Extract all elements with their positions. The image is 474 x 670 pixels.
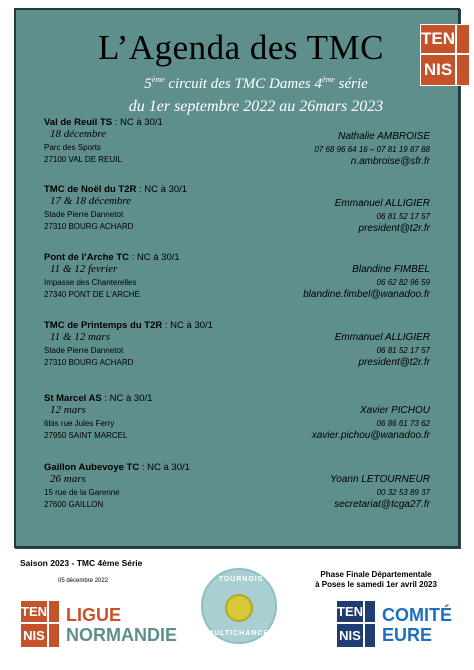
club-line bbox=[44, 320, 434, 331]
club-name: Val de Reuil TS bbox=[44, 117, 113, 128]
club-level: : NC à 30/1 bbox=[162, 320, 213, 331]
club-level: : NC à 30/1 bbox=[136, 184, 188, 195]
logo-text-nis: NIS bbox=[21, 624, 49, 647]
logo-text-ten: TEN bbox=[337, 601, 365, 624]
tournament-dates: 17 & 18 décembre bbox=[50, 195, 132, 207]
phase-finale-info bbox=[296, 570, 456, 590]
address-line-1: Stade Pierre Dannetot bbox=[44, 210, 124, 219]
contact-email[interactable]: blandine.fimbel@wanadoo.fr bbox=[303, 289, 430, 300]
logo-cell-empty-2 bbox=[365, 624, 375, 647]
tournament-dates: 11 & 12 fevrier bbox=[50, 263, 118, 275]
club-name: Pont de l’Arche TC bbox=[44, 252, 129, 263]
address-line-1: 15 rue de la Garenne bbox=[44, 488, 120, 497]
contact-phone: 06 62 82 96 59 bbox=[376, 278, 430, 287]
contact-name: Blandine FIMBEL bbox=[352, 264, 430, 275]
logo-cell-empty bbox=[457, 25, 469, 55]
club-line bbox=[44, 393, 434, 404]
address-line-1: Parc des Sports bbox=[44, 143, 101, 152]
logo-text-nis: NIS bbox=[337, 624, 365, 647]
circuit-subtitle bbox=[56, 76, 456, 93]
contact-email[interactable]: president@t2r.fr bbox=[358, 357, 430, 368]
logo-text-ten: TEN bbox=[21, 601, 49, 624]
phase-line-2: à Poses le samedi 1er avril 2023 bbox=[315, 580, 437, 589]
tournament-entry bbox=[44, 252, 434, 301]
period-subtitle: du 1er septembre 2022 au 26mars 2023 bbox=[128, 98, 384, 115]
contact-name: Emmanuel ALLIGIER bbox=[334, 198, 430, 209]
address-line-2: 27100 VAL DE REUIL bbox=[44, 155, 122, 164]
address-line-1: 6bis rue Jules Ferry bbox=[44, 419, 115, 428]
logo-cell-empty bbox=[49, 601, 59, 624]
contact-phone: 07 68 96 64 16 – 07 81 19 87 88 bbox=[314, 145, 430, 154]
logo-cell-empty-2 bbox=[49, 624, 59, 647]
address-line-2: 27310 BOURG ACHARD bbox=[44, 358, 134, 367]
contact-phone: 00 32 53 89 37 bbox=[376, 488, 430, 497]
tournament-entry bbox=[44, 393, 434, 442]
club-name: St Marcel AS bbox=[44, 393, 102, 404]
logo-text-ten: TEN bbox=[421, 25, 457, 55]
contact-email[interactable]: xavier.pichou@wanadoo.fr bbox=[311, 430, 430, 441]
club-name: TMC de Printemps du T2R bbox=[44, 320, 163, 331]
contact-name: Nathalie AMBROISE bbox=[338, 131, 430, 142]
serie-sup: ème bbox=[321, 75, 335, 84]
page-footer bbox=[0, 550, 474, 670]
club-level: : NC à 30/1 bbox=[101, 393, 153, 404]
circuit-number-sup: ème bbox=[151, 75, 165, 84]
comite-tennis-logo bbox=[336, 600, 376, 648]
contact-phone: 06 81 52 17 57 bbox=[376, 346, 430, 355]
comite-line-1: COMITÉ bbox=[382, 605, 452, 625]
tournament-entry bbox=[44, 184, 434, 233]
tournament-dates: 26 mars bbox=[50, 473, 86, 485]
circuit-text: circuit des TMC Dames 4 bbox=[164, 76, 322, 92]
contact-name: Emmanuel ALLIGIER bbox=[334, 332, 430, 343]
phase-line-1: Phase Finale Départementale bbox=[320, 570, 432, 579]
logo-cell-empty bbox=[365, 601, 375, 624]
contact-name: Yoann LETOURNEUR bbox=[330, 474, 430, 485]
tournament-entry bbox=[44, 462, 434, 511]
contact-phone: 06 81 52 17 57 bbox=[376, 212, 430, 221]
ligue-tennis-logo bbox=[20, 600, 60, 648]
contact-name: Xavier PICHOU bbox=[359, 405, 430, 416]
ligue-line-1: LIGUE bbox=[66, 605, 122, 625]
club-line bbox=[44, 252, 434, 263]
contact-email[interactable]: president@t2r.fr bbox=[358, 223, 430, 234]
document-date: 05 décembre 2022 bbox=[58, 578, 109, 584]
comite-line-2: EURE bbox=[382, 625, 433, 645]
ligue-line-2: NORMANDIE bbox=[66, 625, 177, 645]
circuit-number: 5 bbox=[144, 76, 152, 92]
tournament-dates: 18 décembre bbox=[50, 128, 107, 140]
club-name: Gaillon Aubevoye TC bbox=[44, 462, 140, 473]
comite-eure-label bbox=[382, 605, 452, 645]
logo-text-nis: NIS bbox=[421, 55, 457, 85]
club-level: : NC à 30/1 bbox=[128, 252, 180, 263]
contact-phone: 06 86 61 73 62 bbox=[376, 419, 430, 428]
tournament-entry bbox=[44, 117, 434, 166]
address-line-2: 27310 BOURG ACHARD bbox=[44, 222, 134, 231]
club-line bbox=[44, 117, 434, 128]
club-name: TMC de Noël du T2R bbox=[44, 184, 137, 195]
contact-email[interactable]: secretariat@tcga27.fr bbox=[334, 499, 430, 510]
club-line bbox=[44, 184, 434, 195]
ligue-normandie-label bbox=[66, 605, 177, 645]
serie-text: série bbox=[334, 76, 368, 92]
page-title: L’Agenda des TMC bbox=[97, 28, 385, 67]
club-level: : NC à 30/1 bbox=[112, 117, 163, 128]
saison-label: Saison 2023 - TMC 4ème Série bbox=[20, 558, 143, 568]
address-line-1: Stade Pierre Dannetot bbox=[44, 346, 124, 355]
circle-logo-top-text: TOURNOIS bbox=[218, 576, 264, 583]
address-line-2: 27950 SAINT MARCEL bbox=[44, 431, 128, 440]
tournament-dates: 12 mars bbox=[50, 404, 86, 416]
club-level: : NC à 30/1 bbox=[139, 462, 190, 473]
address-line-2: 27600 GAILLON bbox=[44, 500, 104, 509]
tournois-multichances-logo bbox=[201, 568, 277, 644]
address-line-2: 27340 PONT DE L’ARCHE bbox=[44, 290, 140, 299]
club-line bbox=[44, 462, 434, 473]
tennis-ball-icon bbox=[225, 594, 253, 622]
logo-cell-empty-2 bbox=[457, 55, 469, 85]
tournament-entry bbox=[44, 320, 434, 369]
tournament-dates: 11 & 12 mars bbox=[50, 331, 110, 343]
contact-email[interactable]: n.ambroise@sfr.fr bbox=[350, 156, 430, 167]
circle-logo-bottom-text: MULTICHANCES bbox=[207, 630, 275, 637]
address-line-1: Impasse des Chanterelles bbox=[44, 278, 137, 287]
